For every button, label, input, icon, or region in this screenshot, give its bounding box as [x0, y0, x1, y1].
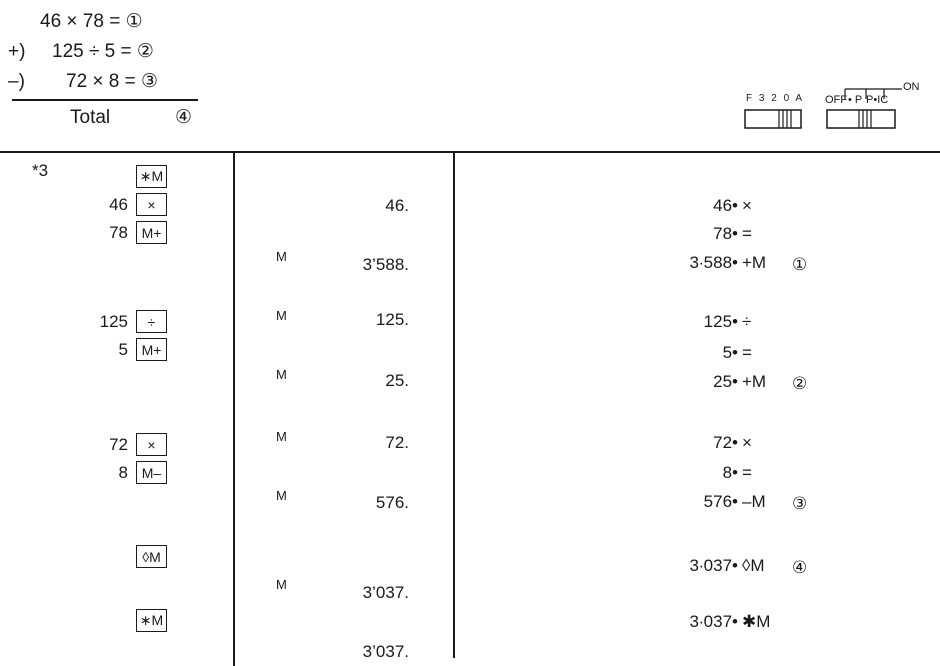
column-divider-1	[233, 152, 235, 666]
column-divider-2	[453, 152, 455, 658]
problem-line-2-prefix: +)	[8, 41, 26, 62]
problem-line-3: 72 × 8 = ③	[66, 71, 159, 92]
key-memory-icon: ∗M	[136, 165, 167, 188]
print-value: 125•	[703, 312, 738, 331]
print-value: 5•	[722, 343, 738, 362]
display-value: 3’037.	[362, 642, 409, 661]
print-operator: ×	[742, 433, 752, 452]
print-value: 25•	[713, 372, 738, 391]
display-value: 46.	[385, 196, 409, 215]
sum-underline	[12, 99, 198, 101]
key-memory-icon: M+	[136, 221, 167, 244]
print-operator: +M	[742, 372, 767, 391]
entry-number: 46	[109, 195, 128, 214]
table-top-rule	[0, 151, 940, 153]
print-value: 46•	[713, 196, 738, 215]
print-value: 3·037•	[689, 612, 738, 631]
f320a-slider-icon	[744, 108, 804, 130]
mode-off-label: OFF	[825, 94, 847, 106]
entry-number: 125	[99, 312, 128, 331]
memory-indicator: M	[276, 367, 287, 382]
problem-line-3-prefix: –)	[8, 71, 25, 92]
memory-indicator: M	[276, 488, 287, 503]
mode-on-label: ON	[903, 81, 920, 93]
entry-number: 78	[109, 223, 128, 242]
display-value: 576.	[375, 493, 409, 512]
print-operator: –M	[742, 492, 766, 511]
print-marker: ④	[792, 558, 808, 577]
display-value: 25.	[385, 371, 409, 390]
key-memory-icon: M+	[136, 338, 167, 361]
display-value: 125.	[375, 310, 409, 329]
key-multiply-icon: ×	[136, 193, 167, 216]
key-memory-icon: ∗M	[136, 609, 167, 632]
memory-indicator: M	[276, 577, 287, 592]
total-marker: ④	[175, 107, 193, 128]
entry-number: 72	[109, 435, 128, 454]
print-marker: ②	[792, 374, 808, 393]
print-operator: ÷	[742, 312, 752, 331]
operation-note: *3	[32, 161, 49, 180]
key-memory-icon: M–	[136, 461, 167, 484]
entry-number: 5	[118, 340, 128, 359]
display-value: 3’037.	[362, 583, 409, 602]
print-value: 78•	[713, 224, 738, 243]
mode-slider-icon	[826, 108, 898, 130]
print-operator: =	[742, 343, 752, 362]
print-operator: ◊M	[742, 556, 765, 575]
print-operator: +M	[742, 253, 767, 272]
print-operator: ✱M	[742, 612, 771, 631]
f320a-label: F 3 2 0 A	[746, 93, 805, 104]
print-value: 576•	[703, 492, 738, 511]
memory-indicator: M	[276, 249, 287, 264]
entry-number: 8	[118, 463, 128, 482]
key-divide-icon: ÷	[136, 310, 167, 333]
print-marker: ①	[792, 255, 808, 274]
print-value: 3·588•	[689, 253, 738, 272]
print-value: 8•	[722, 463, 738, 482]
print-value: 72•	[713, 433, 738, 452]
mode-pic-label: P•IC	[866, 94, 889, 106]
memory-indicator: M	[276, 429, 287, 444]
problem-line-1: 46 × 78 = ①	[40, 11, 143, 32]
print-value: 3·037•	[689, 556, 738, 575]
print-operator: =	[742, 463, 752, 482]
memory-indicator: M	[276, 308, 287, 323]
print-operator: =	[742, 224, 752, 243]
mode-p-label: • P	[848, 94, 863, 106]
display-value: 72.	[385, 433, 409, 452]
key-memory-icon: ◊M	[136, 545, 167, 568]
total-label: Total	[70, 107, 111, 128]
print-marker: ③	[792, 494, 808, 513]
key-multiply-icon: ×	[136, 433, 167, 456]
display-value: 3’588.	[362, 255, 409, 274]
print-operator: ×	[742, 196, 752, 215]
problem-line-2: 125 ÷ 5 = ②	[52, 41, 154, 62]
